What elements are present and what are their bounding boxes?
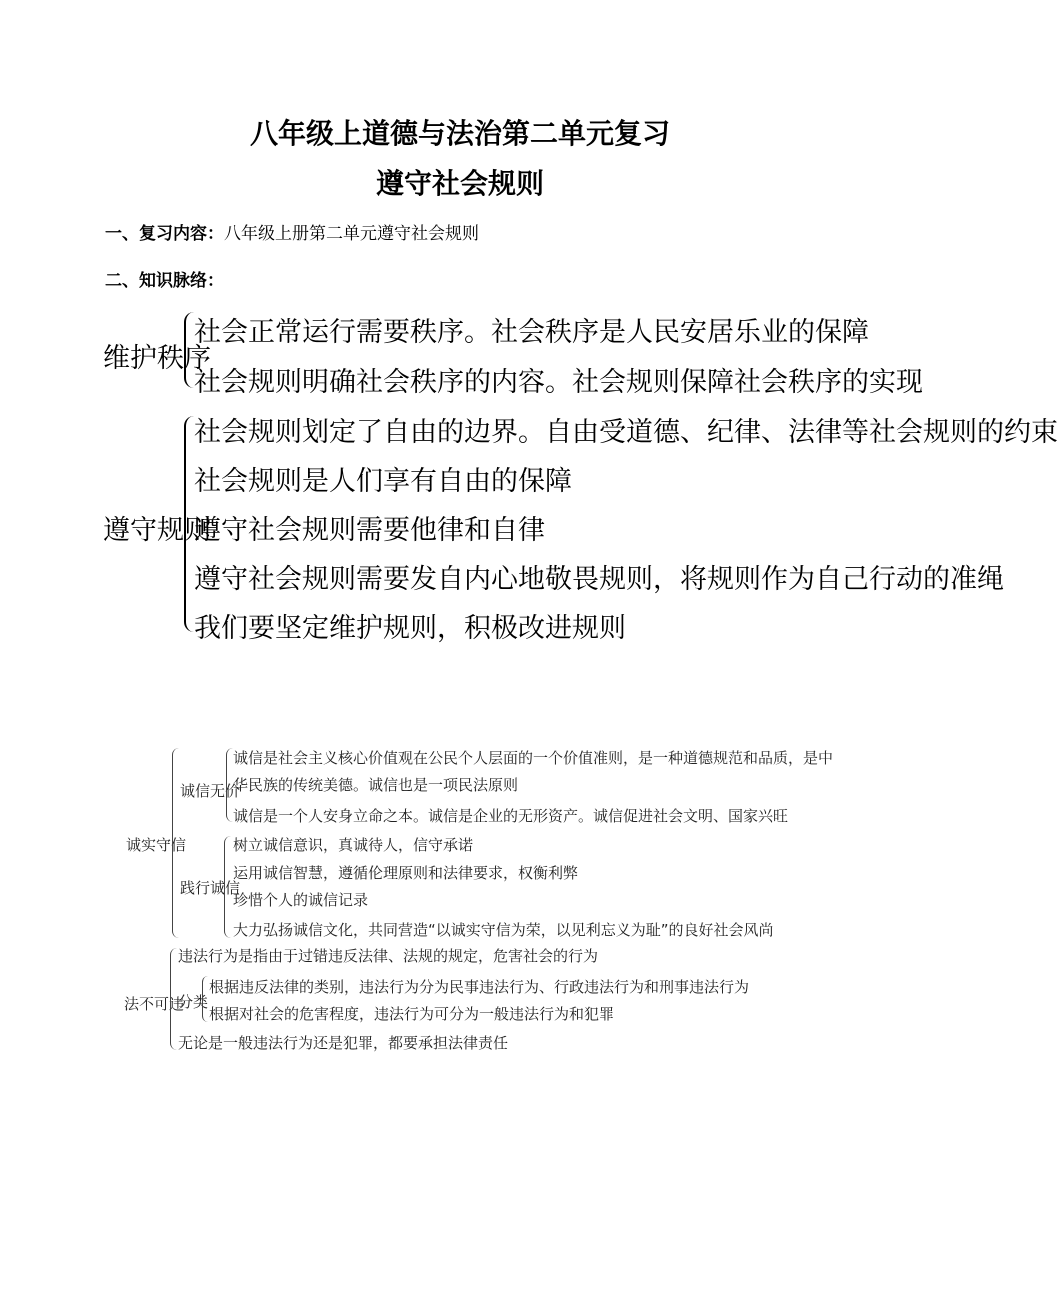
outline-item: 社会正常运行需要秩序。社会秩序是人民安居乐业的保障 — [194, 317, 869, 348]
outline-item: 树立诚信意识，真诚待人，信守承诺 — [233, 836, 474, 854]
outline-label-maintain-order: 维护秩序 — [103, 343, 211, 374]
outline-label-honesty-priceless: 诚信无价 — [180, 782, 241, 800]
outline-label-obey-rules: 遵守规则 — [103, 515, 211, 546]
brace — [226, 748, 233, 822]
outline-item: 违法行为是指由于过错违反法律、法规的规定，危害社会的行为 — [178, 947, 599, 965]
outline-item: 诚信是社会主义核心价值观在公民个人层面的一个价值准则，是一种道德规范和品质，是中 — [233, 749, 834, 767]
outline-item: 华民族的传统美德。诚信也是一项民法原则 — [233, 776, 519, 794]
brace — [184, 312, 194, 388]
outline-item: 根据对社会的危害程度，违法行为可分为一般违法行为和犯罪 — [209, 1005, 615, 1023]
outline-item: 社会规则划定了自由的边界。自由受道德、纪律、法律等社会规则的约束 — [194, 417, 1058, 448]
outline-item: 我们要坚定维护规则，积极改进规则 — [194, 613, 626, 644]
outline-item: 遵守社会规则需要他律和自律 — [194, 515, 545, 546]
brace — [184, 416, 194, 632]
outline-item: 无论是一般违法行为还是犯罪，都要承担法律责任 — [178, 1034, 509, 1052]
outline-label-law-inviolable: 法不可违 — [124, 995, 185, 1013]
brace — [172, 748, 179, 938]
outline-label-classification: 分类 — [178, 993, 209, 1011]
section-outline-label: 二、知识脉络： — [105, 271, 224, 291]
outline-item: 社会规则明确社会秩序的内容。社会规则保障社会秩序的实现 — [194, 367, 923, 398]
brace — [202, 976, 208, 1022]
outline-item: 根据违反法律的类别，违法行为分为民事违法行为、行政违法行为和刑事违法行为 — [209, 978, 750, 996]
outline-item: 遵守社会规则需要发自内心地敬畏规则，将规则作为自己行动的准绳 — [194, 564, 1004, 595]
outline-label-practice-honesty: 践行诚信 — [180, 879, 241, 897]
outline-item: 诚信是一个人安身立命之本。诚信是企业的无形资产。诚信促进社会文明、国家兴旺 — [233, 807, 789, 825]
section-review-label: 一、复习内容： — [105, 224, 224, 244]
outline-label-honesty: 诚实守信 — [126, 836, 187, 854]
page-title: 八年级上道德与法治第二单元复习 — [249, 117, 670, 150]
section-knowledge-outline — [105, 266, 224, 291]
outline-item: 运用诚信智慧，遵循伦理原则和法律要求，权衡利弊 — [233, 864, 579, 882]
section-review-text: 八年级上册第二单元遵守社会规则 — [224, 224, 479, 244]
page-subtitle: 遵守社会规则 — [375, 167, 544, 200]
outline-item: 大力弘扬诚信文化，共同营造“以诚实守信为荣，以见利忘义为耻”的良好社会风尚 — [233, 921, 774, 939]
brace — [224, 836, 231, 938]
section-review-content — [105, 219, 479, 244]
brace — [170, 948, 177, 1050]
outline-item: 珍惜个人的诚信记录 — [233, 891, 369, 909]
outline-item: 社会规则是人们享有自由的保障 — [194, 466, 572, 497]
